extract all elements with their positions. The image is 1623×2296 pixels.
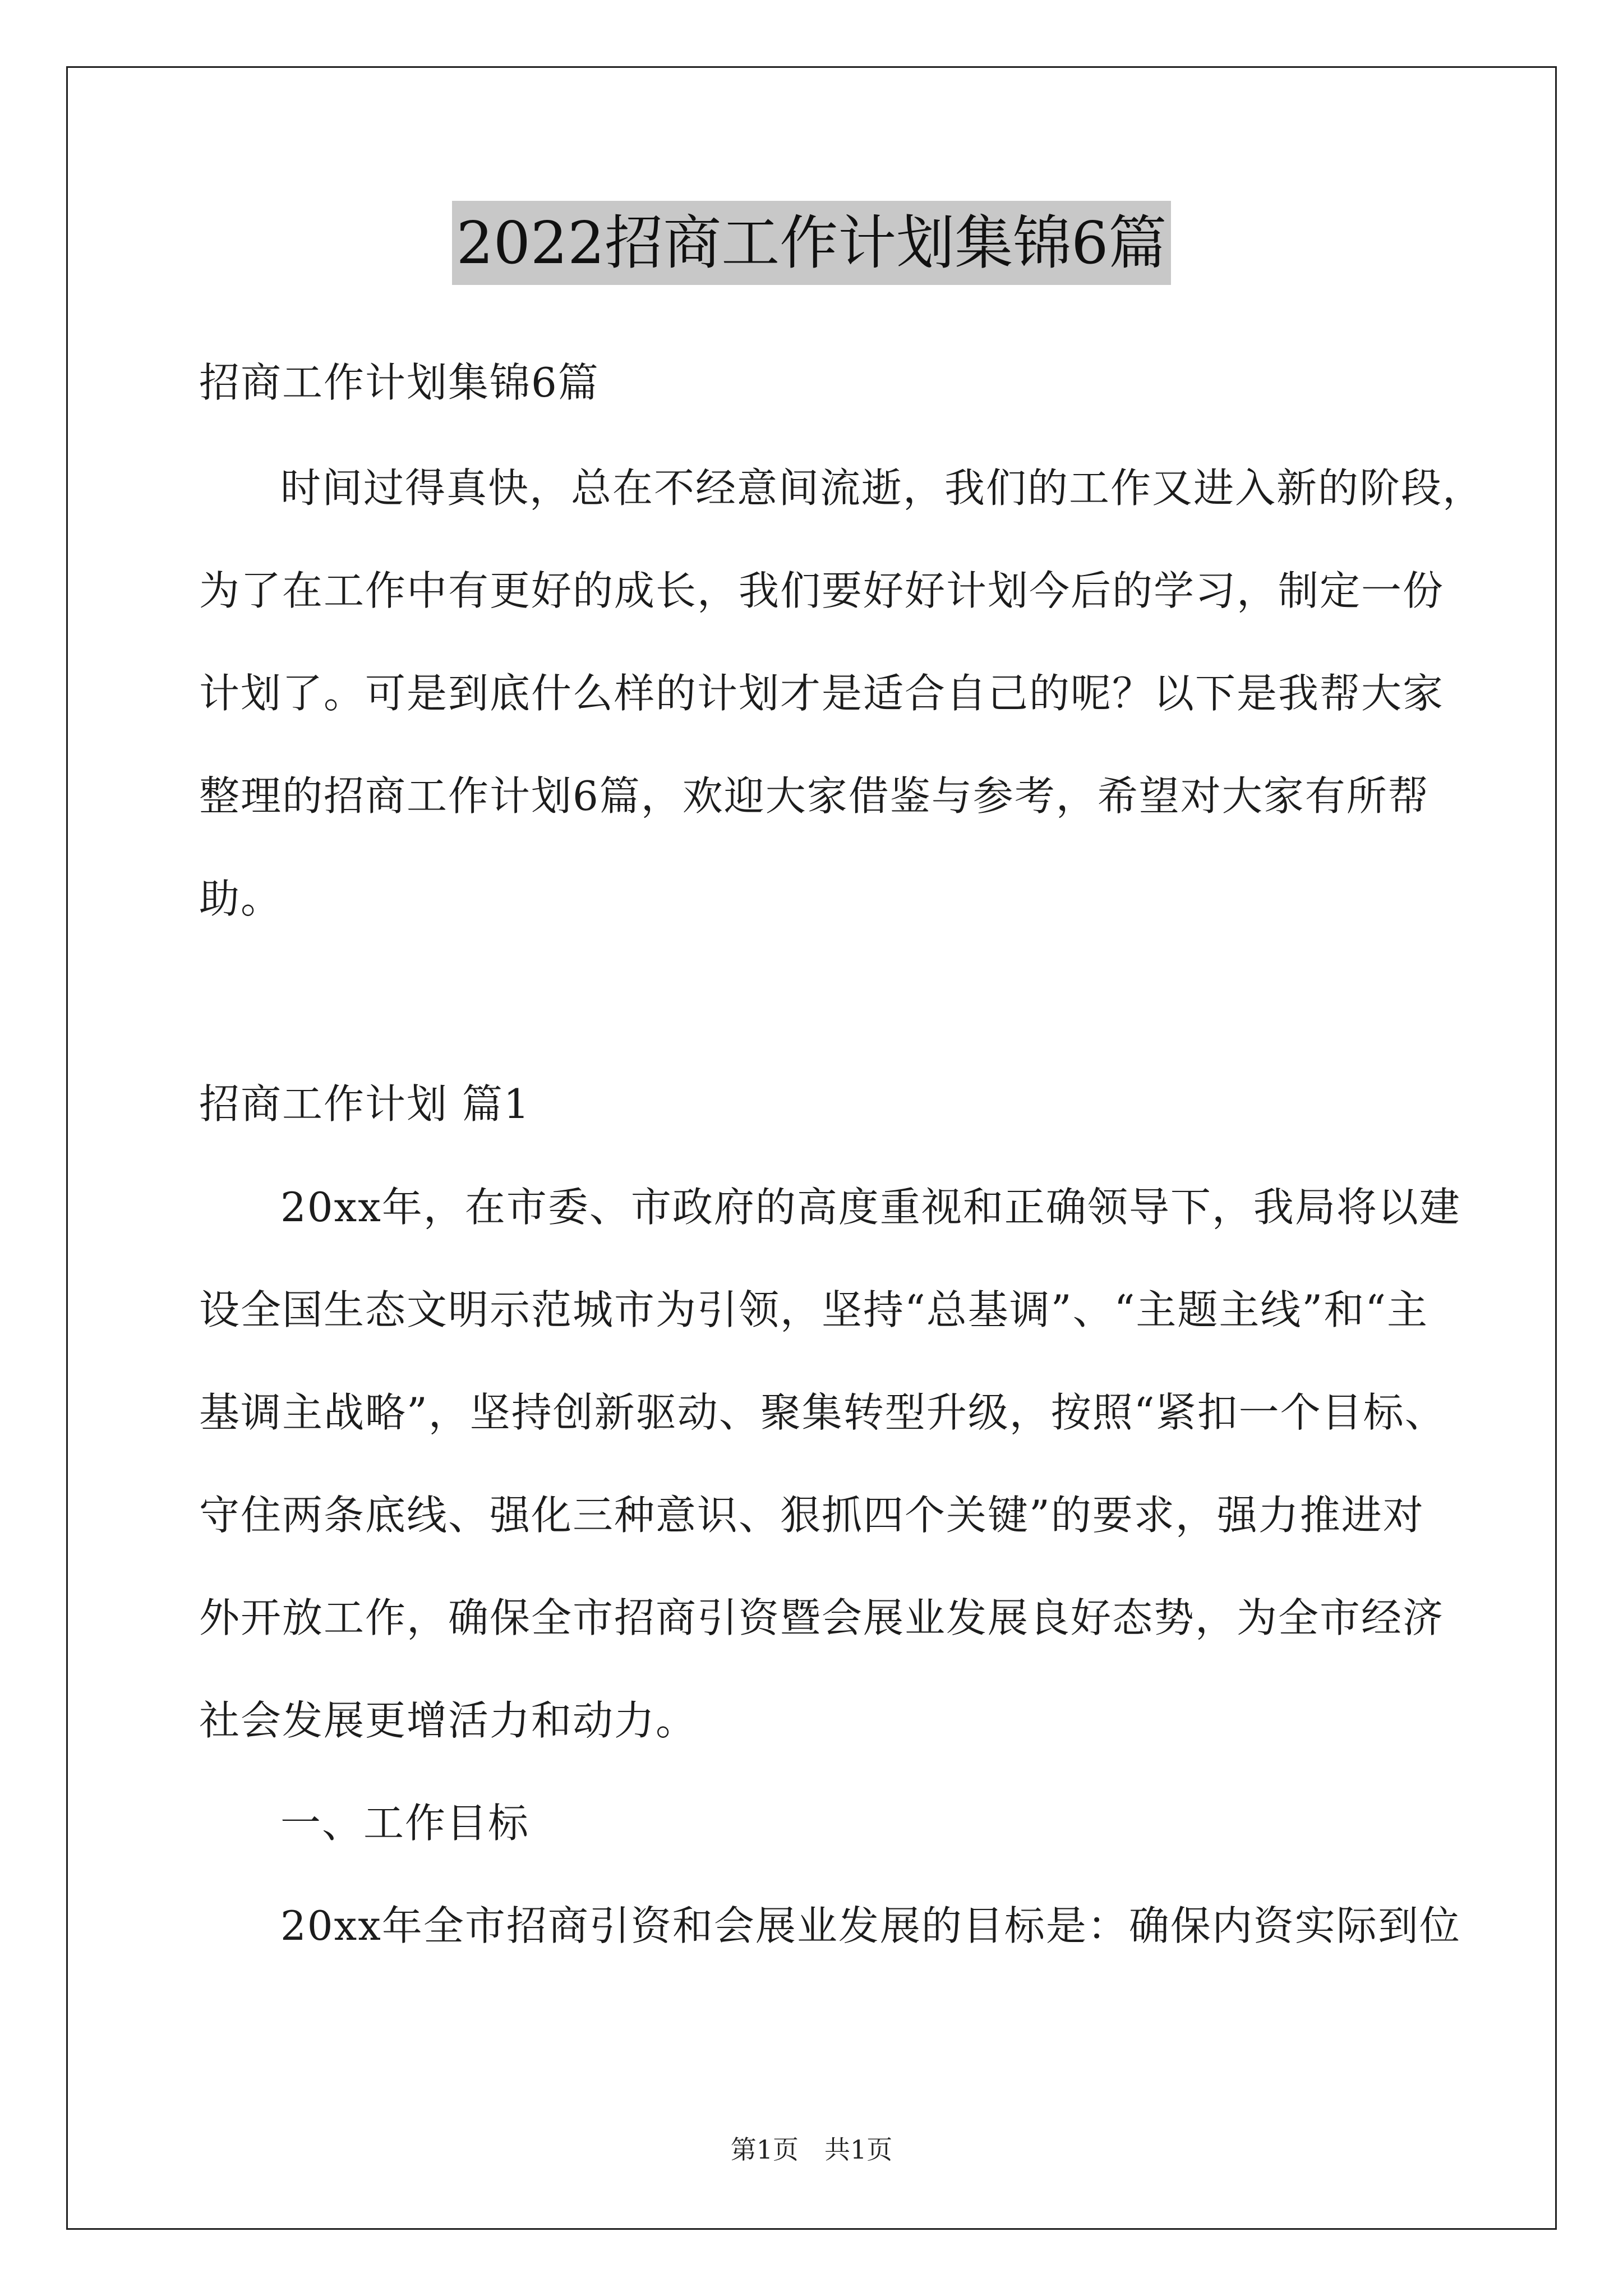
document-subtitle: 招商工作计划集锦6篇 <box>199 359 600 406</box>
subheading: 一、工作目标 <box>280 1800 530 1847</box>
intro-line: 整理的招商工作计划6篇，欢迎大家借鉴与参考，希望对大家有所帮 <box>199 772 1430 820</box>
page-footer: 第1页 共1页 <box>730 2134 893 2165</box>
section-line: 守住两条底线、强化三种意识、狠抓四个关键”的要求，强力推进对 <box>199 1492 1424 1539</box>
intro-line: 为了在工作中有更好的成长，我们要好好计划今后的学习，制定一份 <box>199 567 1445 614</box>
intro-line: 计划了。可是到底什么样的计划才是适合自己的呢？以下是我帮大家 <box>199 670 1445 717</box>
intro-line: 时间过得真快，总在不经意间流逝，我们的工作又进入新的阶段， <box>280 464 1484 512</box>
section-line: 社会发展更增活力和动力。 <box>199 1697 698 1744</box>
section-line: 20xx年，在市委、市政府的高度重视和正确领导下，我局将以建 <box>280 1184 1461 1231</box>
intro-line: 助。 <box>199 875 283 922</box>
title-container <box>0 201 1623 285</box>
section-line: 外开放工作，确保全市招商引资暨会展业发展良好态势，为全市经济 <box>199 1594 1445 1641</box>
section-line: 基调主战略”，坚持创新驱动、聚集转型升级，按照“紧扣一个目标、 <box>199 1389 1446 1436</box>
body-line: 20xx年全市招商引资和会展业发展的目标是：确保内资实际到位 <box>280 1902 1461 1949</box>
document-title: 2022招商工作计划集锦6篇 <box>452 201 1172 285</box>
section-line: 设全国生态文明示范城市为引领，坚持“总基调”、“主题主线”和“主 <box>199 1286 1429 1333</box>
section-heading: 招商工作计划 篇1 <box>199 1080 531 1128</box>
